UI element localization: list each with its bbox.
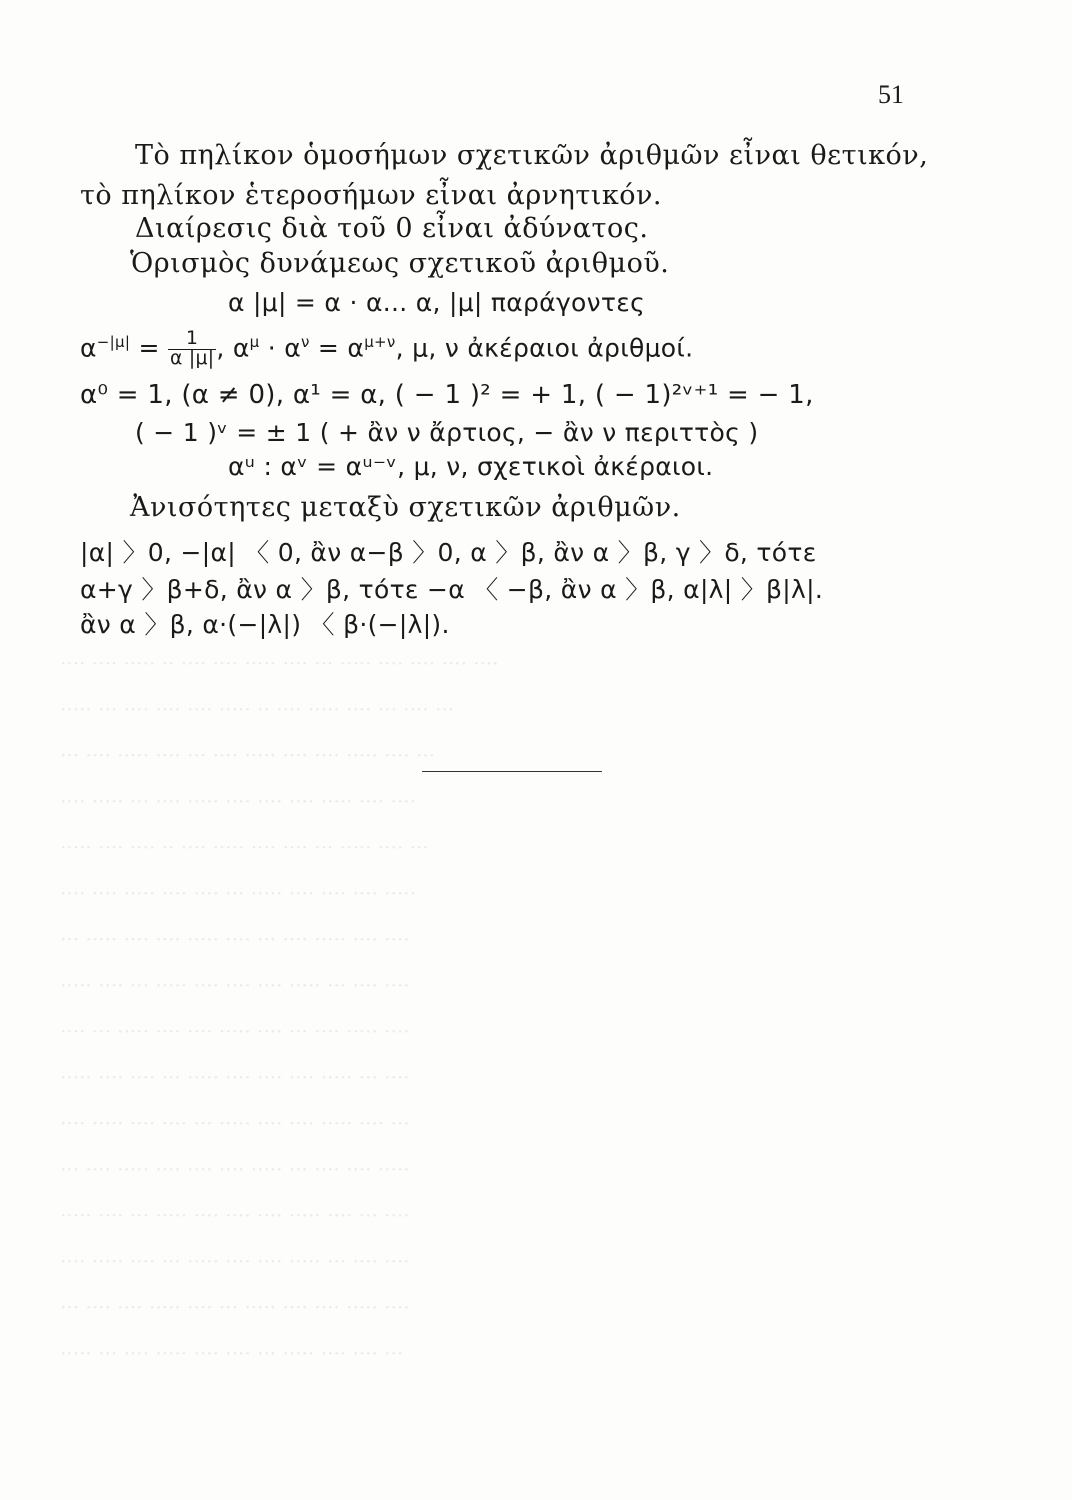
formula-negative-power bbox=[80, 330, 693, 369]
section-heading-power: Ὁρισμὸς δυνάμεως σχετικοῦ ἀριθμοῦ. bbox=[130, 248, 670, 279]
formula-product-result: = α bbox=[309, 333, 365, 363]
formula-base: α bbox=[80, 333, 97, 363]
formula-power-division: αᵘ : αᵛ = αᵘ⁻ᵛ, μ, ν, σχετικοὶ ἀκέραιοι. bbox=[228, 452, 714, 481]
formula-exp-nu: ν bbox=[301, 332, 310, 351]
formula-inequalities-3: ἂν α 〉β, α·(−|λ|) 〈 β·(−|λ|). bbox=[80, 610, 450, 639]
formula-minus-one-power: ( − 1 )ᵛ = ± 1 ( + ἂν ν ἄρτιος, − ἂν ν περιττὸς ) bbox=[135, 418, 759, 447]
formula-inequalities-2: α+γ 〉β+δ, ἂν α 〉β, τότε −α 〈 −β, ἂν α 〉β, α|λ| 〉β|λ|. bbox=[80, 575, 824, 604]
page-number: 51 bbox=[878, 80, 904, 109]
formula-product-base-2: · α bbox=[259, 333, 301, 363]
bleed-through-text: ···· ···· ····· ·· ···· ···· ····· ···· ··· ····· ···· ···· ···· ···· ····· ··· ···· ···· ···· ····· ·· ···· ····· ···· ··· ···· ··· ··· ···· ····· ···· ··· ···· ····· ···· ···· ····· ···· ··· ···· ····· ··· ···· ····· ···· ···· ···· ····· ···· ···· ····· ···· ···· ·· ···· ····· ···· ···· ··· ····· ···· ··· ···· ···· ····· ···· ···· ··· ····· ···· ···· ···· ····· ··· ····· ···· ···· ····· ···· ··· ···· ····· ···· ···· ····· ···· ··· ····· ···· ···· ···· ····· ··· ···· ···· ···· ··· ····· ···· ···· ····· ···· ··· ···· ····· ···· ····· ···· ···· ··· ····· ···· ···· ···· ····· ··· ···· ···· ····· ···· ···· ··· ····· ···· ···· ····· ···· ··· ··· ···· ····· ···· ···· ···· ····· ··· ···· ···· ····· ····· ···· ··· ····· ···· ···· ···· ····· ···· ··· ···· ···· ····· ···· ··· ····· ···· ···· ····· ··· ···· ···· ··· ···· ···· ····· ···· ··· ····· ···· ···· ····· ···· ····· ··· ···· ····· ···· ···· ··· ····· ···· ···· ··· bbox=[60, 651, 499, 1365]
fraction-numerator: 1 bbox=[168, 330, 216, 350]
formula-product-base: , α bbox=[216, 333, 250, 363]
formula-exponent: −|μ| bbox=[96, 332, 131, 351]
formula-inequalities-1: |α| 〉0, −|α| 〈 0, ἂν α−β 〉0, α 〉β, ἂν α 〉β, γ 〉δ, τότε bbox=[80, 538, 817, 567]
formula-integers-note: , μ, ν ἀκέραιοι ἀριθμοί. bbox=[395, 333, 694, 363]
rule-division-by-zero: Διαίρεσις διὰ τοῦ 0 εἶναι ἀδύνατος. bbox=[135, 213, 649, 244]
formula-fraction bbox=[168, 330, 216, 369]
formula-exp-sum: μ+ν bbox=[364, 332, 396, 351]
formula-power-definition: α |μ| = α · α... α, |μ| παράγοντες bbox=[228, 288, 646, 317]
separator-rule bbox=[422, 771, 602, 772]
formula-special-powers: α⁰ = 1, (α ≠ 0), α¹ = α, ( − 1 )² = + 1, ( − 1)²ᵛ⁺¹ = − 1, bbox=[80, 380, 814, 410]
section-heading-inequalities: Ἀνισότητες μεταξὺ σχετικῶν ἀριθμῶν. bbox=[130, 492, 681, 523]
rule-quotient-sign: Τὸ πηλίκον ὁμοσήμων σχετικῶν ἀριθμῶν εἶναι θετικόν, bbox=[135, 140, 929, 171]
formula-equals: = bbox=[138, 333, 160, 363]
rule-quotient-sign-cont: τὸ πηλίκον ἑτεροσήμων εἶναι ἀρνητικόν. bbox=[80, 180, 662, 211]
fraction-denominator: α |μ| bbox=[169, 347, 215, 369]
formula-exp-mu: μ bbox=[249, 332, 260, 351]
